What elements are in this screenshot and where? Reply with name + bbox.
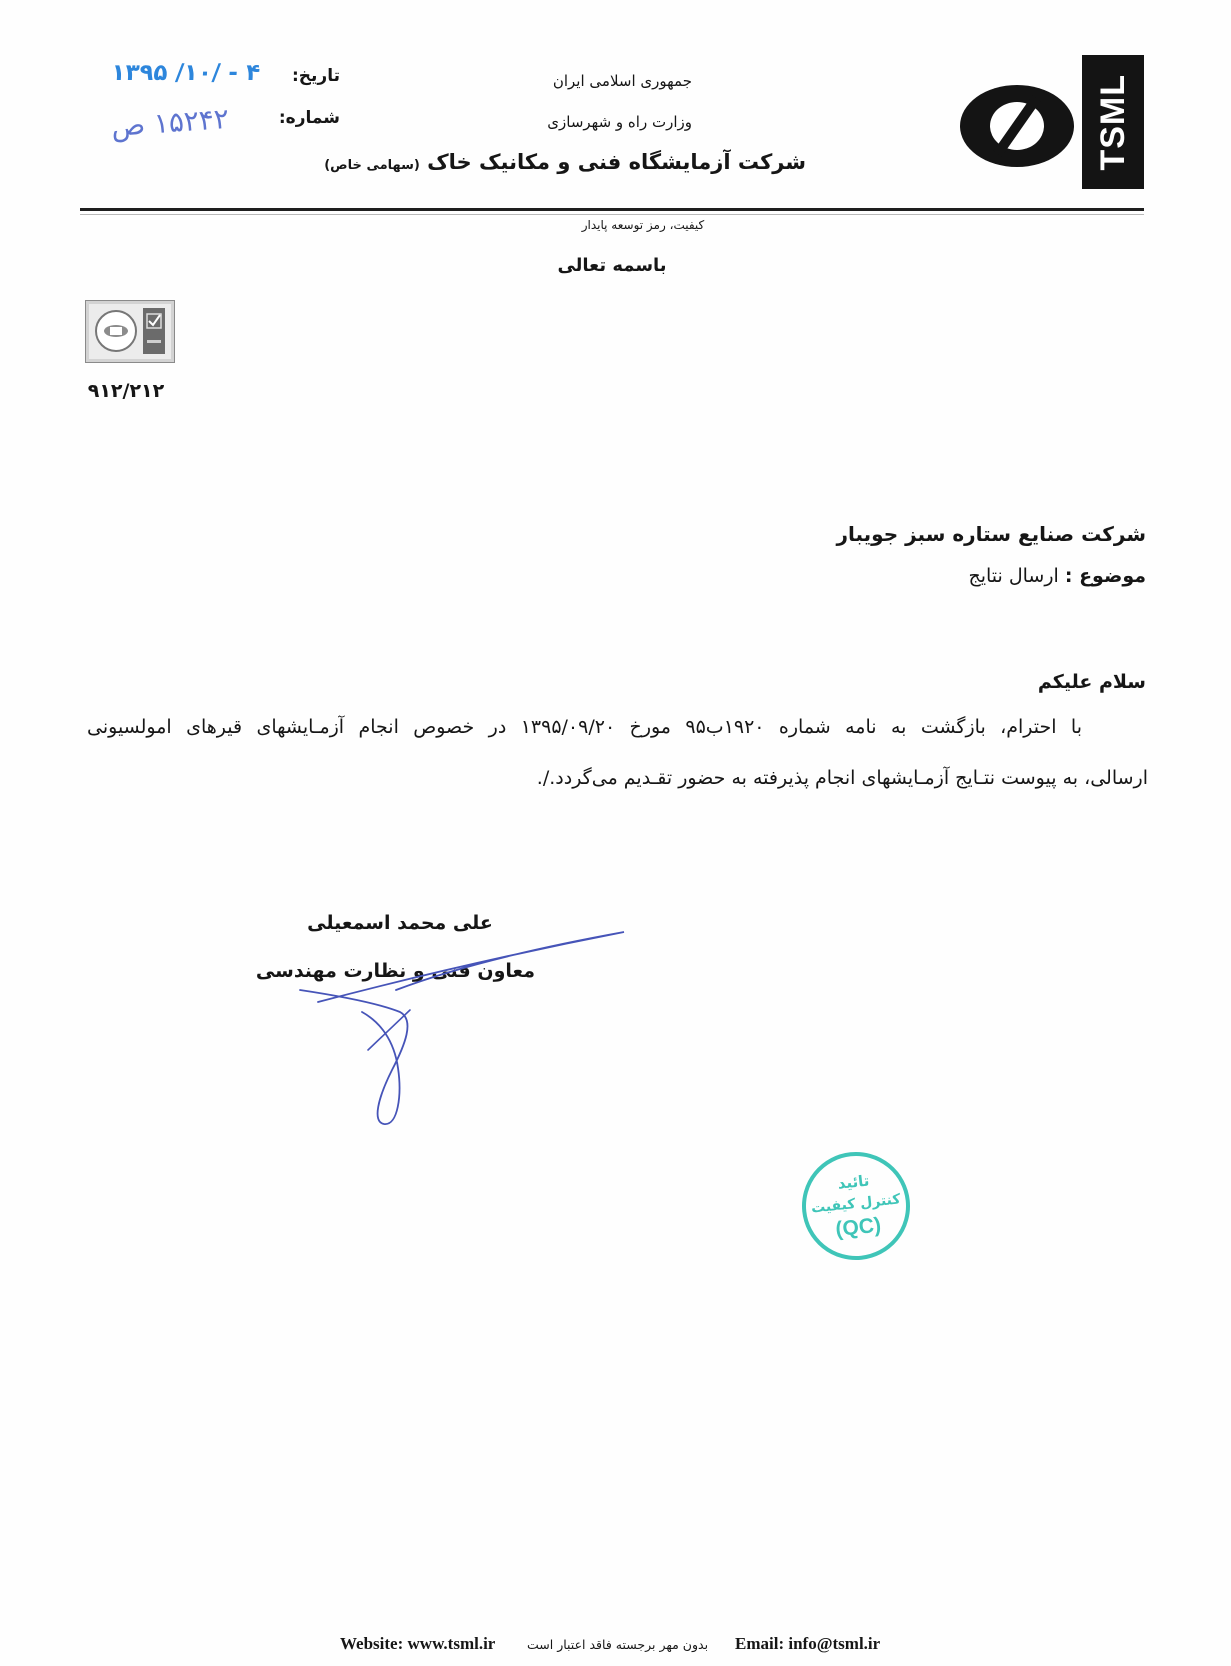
handwritten-date: ۱۳۹۵ /۱۰/ - ۴ — [110, 60, 261, 86]
company-name-line — [324, 150, 806, 174]
header-divider-thin — [80, 214, 1144, 215]
body-paragraph-line: ارسالی، به پیوست نتـایج آزمـایشهای انجام پذیرفته به حضور تقـدیم می‌گردد./. — [536, 767, 1148, 789]
company-name: شرکت آزمایشگاه فنی و مکانیک خاک — [427, 150, 806, 174]
footer-email: Email: info@tsml.ir — [735, 1634, 881, 1653]
stamp-line-quality-control: کنترل کیفیت — [810, 1191, 902, 1217]
motto: کیفیت، رمز توسعه پایدار — [581, 218, 705, 232]
tsml-logo-text: TSML — [1093, 73, 1132, 171]
greeting: سلام علیکم — [1037, 671, 1146, 693]
handwritten-letter-number: ۱۵۲۴۲ ص — [110, 101, 230, 144]
header-divider — [80, 208, 1144, 211]
date-label: تاریخ: — [292, 66, 340, 86]
quality-certificate-badge-icon — [85, 300, 175, 363]
body-paragraph-line: با احترام، بازگشت به نامه شماره ۱۹۲۰ب۹۵ مورخ ۱۳۹۵/۰۹/۲۰ در خصوص انجام آزمـایشهای قیرهای امولسیونی — [87, 716, 1083, 738]
number-label: شماره: — [278, 108, 340, 128]
tsml-emblem-icon — [958, 84, 1076, 168]
certification-code: ۹۱۲/۲۱۲ — [87, 380, 165, 402]
qc-approval-stamp — [797, 1147, 916, 1266]
country-line: جمهوری اسلامی ایران — [552, 72, 692, 90]
footer-notice: بدون مهر برجسته فاقد اعتبار است — [527, 1637, 709, 1652]
company-type: (سهامی خاص) — [324, 158, 420, 173]
stamp-line-approval: تائید — [836, 1171, 871, 1193]
ministry-line: وزارت راه و شهرسازی — [547, 113, 692, 131]
tsml-logo-box — [1082, 55, 1144, 189]
subject-line — [968, 565, 1146, 587]
footer-website: Website: www.tsml.ir — [340, 1634, 496, 1653]
signatory-title: معاون فنی و نظارت مهندسی — [255, 960, 535, 982]
subject-value: ارسال نتایج — [968, 565, 1059, 587]
stamp-line-qc: (QC) — [834, 1213, 883, 1242]
signatory-name: علی محمد اسمعیلی — [307, 912, 493, 934]
handwritten-signature-icon — [280, 900, 650, 1140]
recipient: شرکت صنایع ستاره سبز جویبار — [836, 522, 1146, 546]
subject-label: موضوع : — [1064, 565, 1146, 587]
invocation: باسمه تعالی — [557, 255, 667, 276]
